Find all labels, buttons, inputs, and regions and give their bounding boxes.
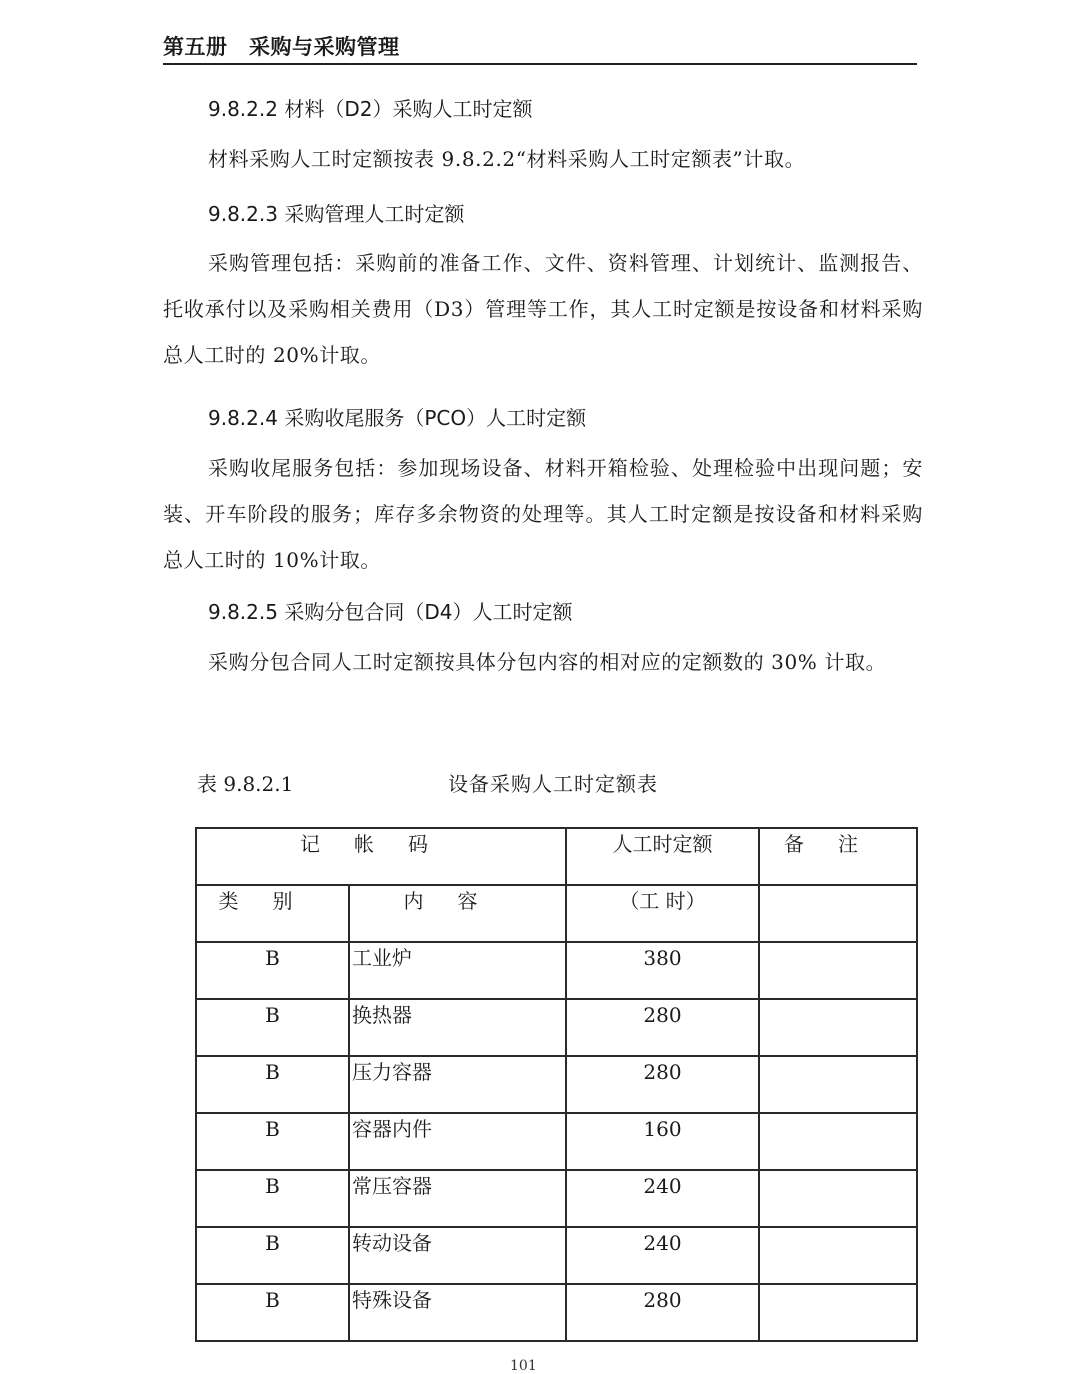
row-quota: 240 [566, 1170, 759, 1227]
section-heading-9-8-2-4: 9.8.2.4 采购收尾服务（PCO）人工时定额 [208, 406, 587, 430]
section-body-9-8-2-3: 采购管理包括：采购前的准备工作、文件、资料管理、计划统计、监测报告、托收承付以及采购相关费用（D3）管理等工作，其人工时定额是按设备和材料采购总人工时的 20%计取。 [163, 251, 923, 367]
row-content: 工业炉 [349, 942, 566, 999]
row-category: B [196, 942, 349, 999]
row-category: B [196, 1227, 349, 1284]
row-remark [759, 1170, 917, 1227]
table-caption-number: 表 9.8.2.1 [197, 772, 294, 796]
section-body-9-8-2-2: 材料采购人工时定额按表 9.8.2.2“材料采购人工时定额表”计取。 [208, 147, 806, 171]
row-content: 压力容器 [349, 1056, 566, 1113]
row-content: 转动设备 [349, 1227, 566, 1284]
row-category: B [196, 1113, 349, 1170]
row-quota: 280 [566, 1056, 759, 1113]
equipment-quota-table [195, 827, 918, 1342]
row-content: 容器内件 [349, 1113, 566, 1170]
row-remark [759, 942, 917, 999]
header-quota: 人工时定额 [566, 828, 759, 885]
section-heading-9-8-2-2: 9.8.2.2 材料（D2）采购人工时定额 [208, 97, 533, 121]
section-heading-9-8-2-5: 9.8.2.5 采购分包合同（D4）人工时定额 [208, 600, 573, 624]
header-category: 类别 [196, 885, 349, 942]
row-remark [759, 1284, 917, 1341]
table-row [196, 1056, 917, 1113]
table-row [196, 999, 917, 1056]
section-body-9-8-2-5: 采购分包合同人工时定额按具体分包内容的相对应的定额数的 30% 计取。 [208, 650, 887, 674]
row-quota: 380 [566, 942, 759, 999]
table-row [196, 1284, 917, 1341]
header-account-code: 记帐码 [196, 828, 566, 885]
row-remark [759, 1056, 917, 1113]
row-remark [759, 999, 917, 1056]
table-subheader-row [196, 885, 917, 942]
table-caption-title: 设备采购人工时定额表 [448, 772, 658, 796]
page-number: 101 [510, 1358, 537, 1374]
row-category: B [196, 1284, 349, 1341]
table-row [196, 1170, 917, 1227]
section-heading-9-8-2-3: 9.8.2.3 采购管理人工时定额 [208, 202, 465, 226]
row-category: B [196, 999, 349, 1056]
row-category: B [196, 1056, 349, 1113]
table-row [196, 942, 917, 999]
row-content: 特殊设备 [349, 1284, 566, 1341]
header-unit: （工 时） [566, 885, 759, 942]
table-row [196, 1227, 917, 1284]
row-remark [759, 1113, 917, 1170]
row-remark [759, 1227, 917, 1284]
table-row [196, 1113, 917, 1170]
row-category: B [196, 1170, 349, 1227]
row-quota: 280 [566, 999, 759, 1056]
row-quota: 280 [566, 1284, 759, 1341]
header-remark-blank [759, 885, 917, 942]
row-content: 换热器 [349, 999, 566, 1056]
row-quota: 240 [566, 1227, 759, 1284]
chapter-title: 第五册 采购与采购管理 [163, 35, 400, 59]
table-header-row [196, 828, 917, 885]
header-content: 内容 [349, 885, 566, 942]
page-header [163, 33, 917, 65]
header-remark: 备注 [759, 828, 917, 885]
row-content: 常压容器 [349, 1170, 566, 1227]
row-quota: 160 [566, 1113, 759, 1170]
section-body-9-8-2-4: 采购收尾服务包括：参加现场设备、材料开箱检验、处理检验中出现问题；安装、开车阶段的服务；库存多余物资的处理等。其人工时定额是按设备和材料采购总人工时的 10%计取。 [163, 456, 923, 572]
